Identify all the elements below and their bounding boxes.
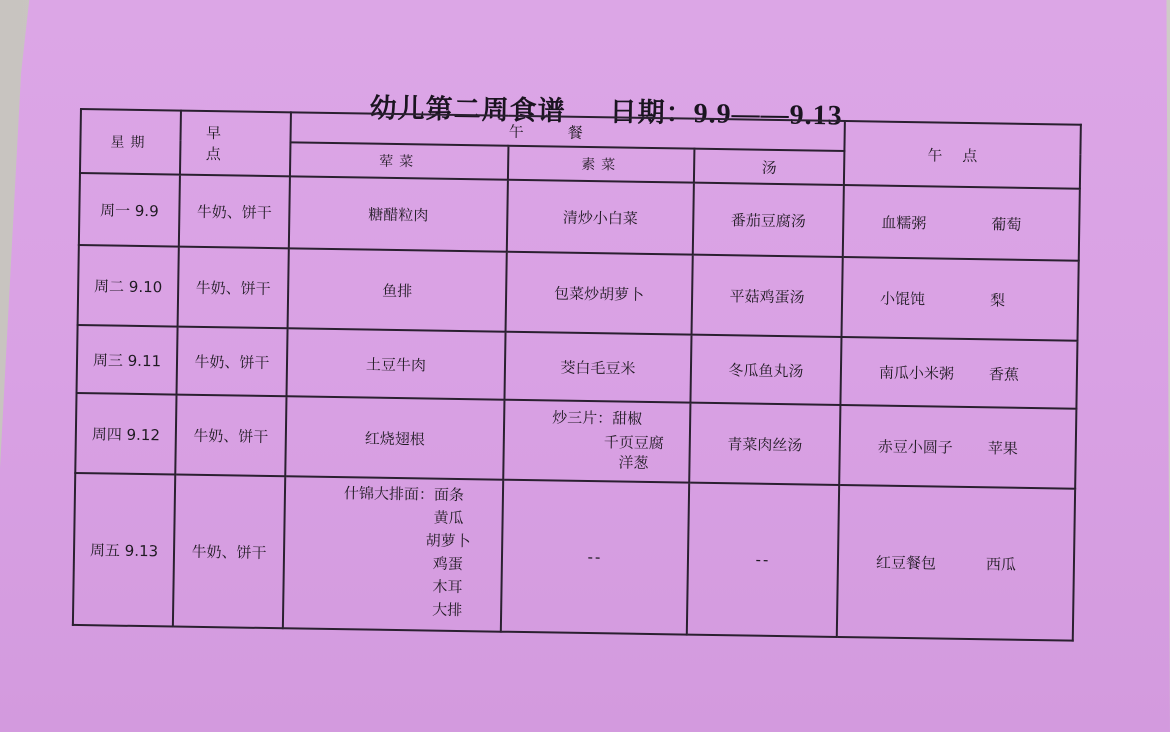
breakfast-cell: 牛奶、饼干 (175, 395, 286, 477)
breakfast-cell: 牛奶、饼干 (178, 247, 289, 329)
table-row (75, 393, 1076, 489)
menu-table-wrapper (72, 108, 1082, 642)
snack-cell (842, 257, 1079, 341)
header-weekday: 星期 (80, 109, 181, 175)
snack-fruit: 西瓜 (985, 554, 1017, 574)
menu-table (72, 108, 1082, 642)
snack-main: 南瓜小米粥 (878, 363, 955, 383)
snack-main: 赤豆小圆子 (877, 437, 953, 457)
table-row (73, 473, 1075, 641)
day-cell: 周四 9.12 (75, 393, 176, 475)
meat-line: 鸡蛋 (432, 554, 464, 574)
day-cell: 周一 9.9 (79, 173, 180, 247)
header-lunch: 午餐 (290, 112, 844, 151)
breakfast-cell: 牛奶、饼干 (179, 175, 290, 249)
snack-main: 小馄饨 (879, 289, 926, 308)
snack-cell (840, 337, 1077, 409)
snack-cell (837, 485, 1075, 641)
soup-cell: 青菜肉丝汤 (689, 403, 840, 485)
meat-line: 胡萝卜 (425, 531, 471, 551)
meat-cell: 红烧翅根 (285, 396, 504, 479)
snack-main: 红豆餐包 (875, 553, 937, 573)
snack-cell (839, 405, 1076, 489)
soup-cell: -- (687, 483, 839, 637)
header-soup: 汤 (694, 149, 845, 185)
veg-cell: 包菜炒胡萝卜 (506, 252, 693, 335)
meat-cell: 糖醋粒肉 (289, 176, 508, 251)
meat-line: 黄瓜 (433, 508, 464, 528)
meat-cell (283, 476, 503, 631)
soup-cell: 番茄豆腐汤 (693, 183, 844, 257)
veg-cell: 清炒小白菜 (507, 180, 694, 255)
header-veg-dish: 素菜 (508, 146, 695, 183)
snack-fruit: 香蕉 (988, 364, 1020, 384)
meat-cell: 鱼排 (288, 248, 507, 331)
meat-cell: 土豆牛肉 (286, 328, 505, 399)
veg-cell: -- (501, 480, 689, 635)
veg-line: 千页豆腐 (603, 433, 664, 453)
header-afternoon-snack: 午点 (844, 121, 1081, 189)
soup-cell: 冬瓜鱼丸汤 (690, 335, 841, 405)
snack-main: 血糯粥 (881, 213, 927, 232)
header-breakfast: 早点 (180, 111, 291, 177)
day-cell: 周五 9.13 (73, 473, 175, 627)
breakfast-cell: 牛奶、饼干 (173, 475, 285, 629)
snack-fruit: 梨 (989, 290, 1006, 310)
veg-line: 炒三片：甜椒 (552, 408, 643, 428)
table-row (78, 245, 1079, 341)
veg-cell (503, 400, 690, 483)
snack-fruit: 葡萄 (991, 214, 1022, 234)
day-cell: 周二 9.10 (78, 245, 179, 327)
meat-line: 什锦大排面：面条 (343, 484, 465, 505)
snack-cell (843, 185, 1080, 261)
day-cell: 周三 9.11 (77, 325, 178, 395)
title-main: 幼儿第二周食谱 (369, 92, 566, 128)
date-label: 日期： (609, 96, 694, 130)
date-value: 9.9——9.13 (693, 98, 843, 132)
breakfast-cell: 牛奶、饼干 (177, 327, 288, 397)
header-meat-dish: 荤菜 (290, 142, 509, 179)
snack-fruit: 苹果 (987, 438, 1018, 458)
veg-line: 洋葱 (618, 453, 649, 472)
meat-line: 大排 (432, 600, 463, 620)
soup-cell: 平菇鸡蛋汤 (692, 255, 843, 337)
meat-line: 木耳 (432, 577, 463, 597)
veg-cell: 茭白毛豆米 (504, 332, 691, 403)
